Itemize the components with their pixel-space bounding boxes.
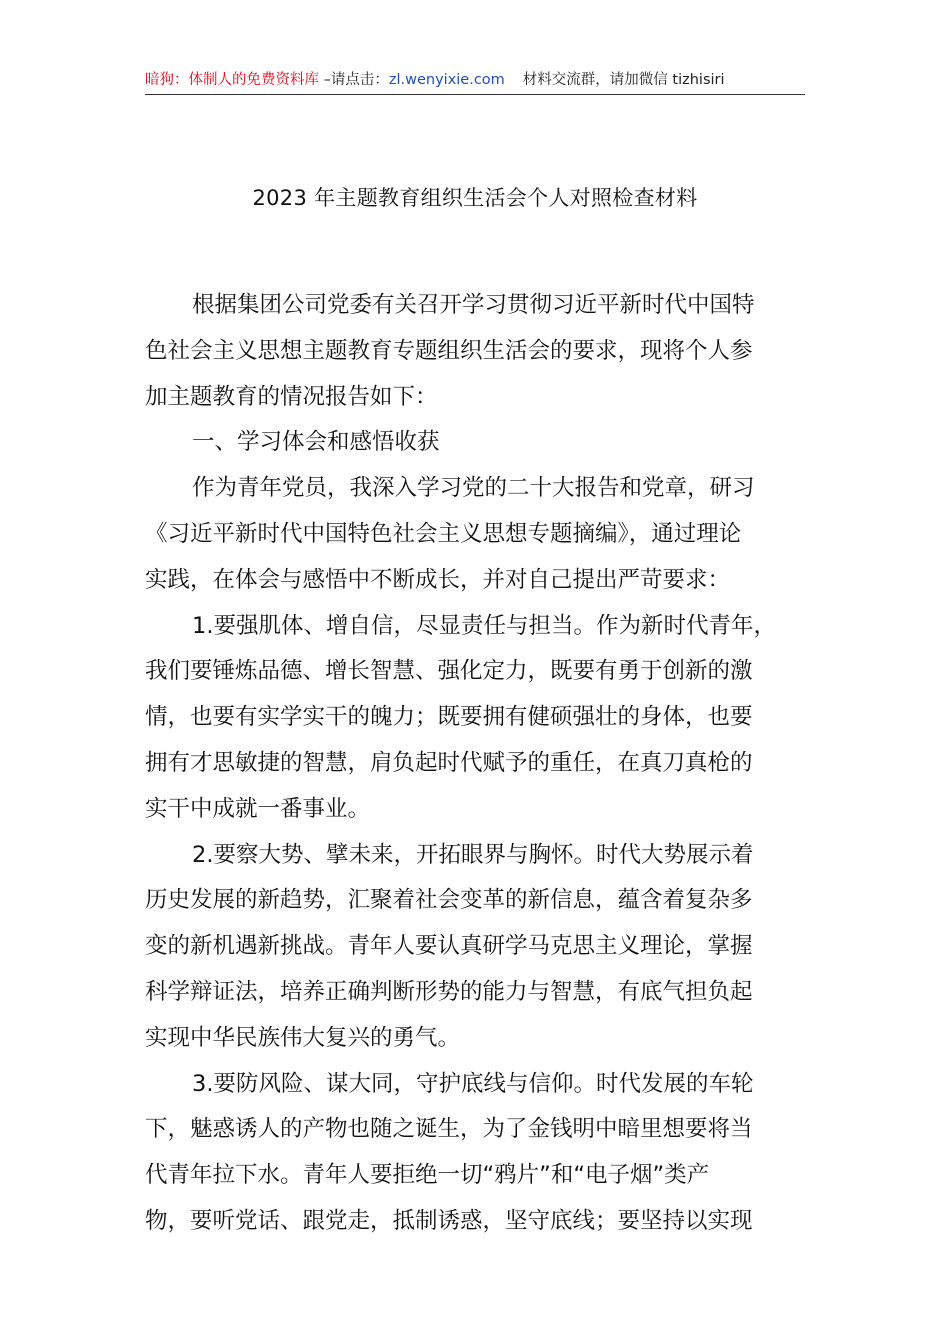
paragraph-line: 2.要察大势、擘未来，开拓眼界与胸怀。时代大势展示着 (192, 841, 754, 868)
paragraph-line: 实现中华民族伟大复兴的勇气。 (145, 1024, 461, 1051)
paragraph-line: 《习近平新时代中国特色社会主义思想专题摘编》，通过理论 (145, 520, 742, 547)
header-link[interactable]: zl.wenyixie.com (388, 72, 505, 88)
document-title: 2023 年主题教育组织生活会个人对照检查材料 (252, 186, 698, 210)
paragraph-line: 科学辩证法，培养正确判断形势的能力与智慧，有底气担负起 (145, 978, 753, 1005)
paragraph-line: 变的新机遇新挑战。青年人要认真研学马克思主义理论，掌握 (145, 933, 753, 960)
paragraph-line: 历史发展的新趋势，汇聚着社会变革的新信息，蕴含着复杂多 (145, 887, 753, 914)
header-brand: 暗狗：体制人的免费资料库 (145, 72, 319, 88)
paragraph-line: 色社会主义思想主题教育专题组织生活会的要求，现将个人参 (145, 337, 753, 364)
paragraph-line: 我们要锤炼品德、增长智慧、强化定力，既要有勇于创新的激 (145, 658, 753, 685)
paragraph-line: 实践，在体会与感悟中不断成长，并对自己提出严苛要求： (145, 566, 731, 593)
paragraph-line: 根据集团公司党委有关召开学习贯彻习近平新时代中国特 (192, 292, 755, 318)
paragraph-line: 情，也要有实学实干的魄力；既要拥有健硕强壮的身体，也要 (145, 704, 753, 731)
paragraph-line: 3.要防风险、谋大同，守护底线与信仰。时代发展的车轮 (192, 1070, 754, 1097)
paragraph-line: 物，要听党话、跟党走，抵制诱惑，坚守底线；要坚持以实现 (145, 1207, 753, 1234)
section-heading: 一、学习体会和感悟收获 (192, 429, 440, 456)
paragraph-line: 实干中成就一番事业。 (145, 795, 371, 822)
paragraph-line: 1.要强肌体、增自信，尽显责任与担当。作为新时代青年， (192, 612, 776, 639)
document-body (145, 283, 805, 1245)
paragraph-line: 加主题教育的情况报告如下： (145, 383, 438, 410)
paragraph-line: 下，魅惑诱人的产物也随之诞生，为了金钱明中暗里想要将当 (145, 1116, 753, 1143)
page-header (145, 70, 805, 95)
header-contact: 材料交流群，请加微信 tizhisiri (522, 72, 725, 88)
paragraph-line: 拥有才思敏捷的智慧，肩负起时代赋予的重任，在真刀真枪的 (145, 749, 753, 776)
paragraph-line: 作为青年党员，我深入学习党的二十大报告和党章，研习 (192, 475, 755, 502)
header-separator: –请点击： (319, 72, 389, 88)
paragraph-line: 代青年拉下水。青年人要拒绝一切“鸦片”和“电子烟”类产 (145, 1162, 710, 1189)
